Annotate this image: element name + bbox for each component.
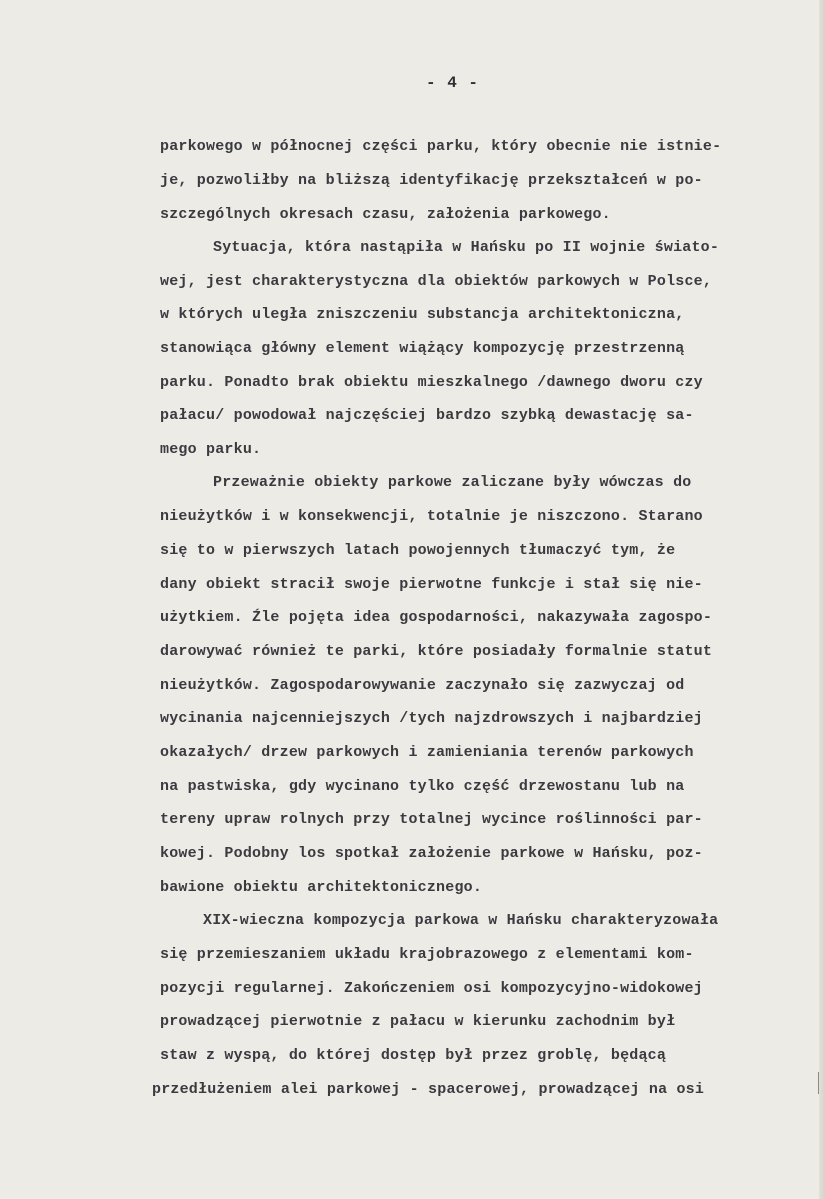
- text-line: mego parku.: [160, 441, 262, 458]
- page-number: - 4 -: [425, 74, 479, 92]
- text-line: prowadzącej pierwotnie z pałacu w kierunku zachodnim był: [160, 1013, 676, 1030]
- text-line: nieużytków i w konsekwencji, totalnie je niszczono. Starano: [160, 508, 703, 525]
- text-line: parkowego w północnej części parku, który obecnie nie istnie-: [160, 138, 722, 155]
- text-line: je, pozwoliłby na bliższą identyfikację przekształceń w po-: [160, 172, 703, 189]
- text-line: XIX-wieczna kompozycja parkowa w Hańsku charakteryzowała: [203, 912, 719, 929]
- text-line: tereny upraw rolnych przy totalnej wycince roślinności par-: [160, 811, 703, 828]
- text-line: wej, jest charakterystyczna dla obiektów parkowych w Polsce,: [160, 273, 713, 290]
- text-line: przedłużeniem alei parkowej - spacerowej, prowadzącej na osi: [152, 1081, 705, 1098]
- text-line: pałacu/ powodował najczęściej bardzo szybką dewastację sa-: [160, 407, 694, 424]
- text-line: okazałych/ drzew parkowych i zamieniania terenów parkowych: [160, 744, 694, 761]
- page-edge: [819, 0, 825, 1199]
- text-line: nieużytków. Zagospodarowywanie zaczynało się zazwyczaj od: [160, 677, 685, 694]
- text-line: Przeważnie obiekty parkowe zaliczane były wówczas do: [213, 474, 692, 491]
- text-line: się to w pierwszych latach powojennych tłumaczyć tym, że: [160, 542, 676, 559]
- text-line: pozycji regularnej. Zakończeniem osi kompozycyjno-widokowej: [160, 980, 703, 997]
- text-line: szczególnych okresach czasu, założenia parkowego.: [160, 206, 611, 223]
- text-line: bawione obiektu architektonicznego.: [160, 879, 483, 896]
- text-line: na pastwiska, gdy wycinano tylko część drzewostanu lub na: [160, 778, 685, 795]
- text-line: stanowiąca główny element wiążący kompozycję przestrzenną: [160, 340, 685, 357]
- text-line: się przemieszaniem układu krajobrazowego z elementami kom-: [160, 946, 694, 963]
- text-line: w których uległa zniszczeniu substancja architektoniczna,: [160, 306, 685, 323]
- text-line: wycinania najcenniejszych /tych najzdrowszych i najbardziej: [160, 710, 703, 727]
- text-line: darowywać również te parki, które posiadały formalnie statut: [160, 643, 713, 660]
- text-line: użytkiem. Źle pojęta idea gospodarności, nakazywała zagospo-: [160, 609, 713, 626]
- text-line: Sytuacja, która nastąpiła w Hańsku po II wojnie świato-: [213, 239, 720, 256]
- text-line: parku. Ponadto brak obiektu mieszkalnego /dawnego dworu czy: [160, 374, 703, 391]
- text-line: dany obiekt stracił swoje pierwotne funkcje i stał się nie-: [160, 576, 703, 593]
- text-line: kowej. Podobny los spotkał założenie parkowe w Hańsku, poz-: [160, 845, 703, 862]
- text-line: staw z wyspą, do której dostęp był przez groblę, będącą: [160, 1047, 667, 1064]
- margin-mark: [818, 1072, 819, 1094]
